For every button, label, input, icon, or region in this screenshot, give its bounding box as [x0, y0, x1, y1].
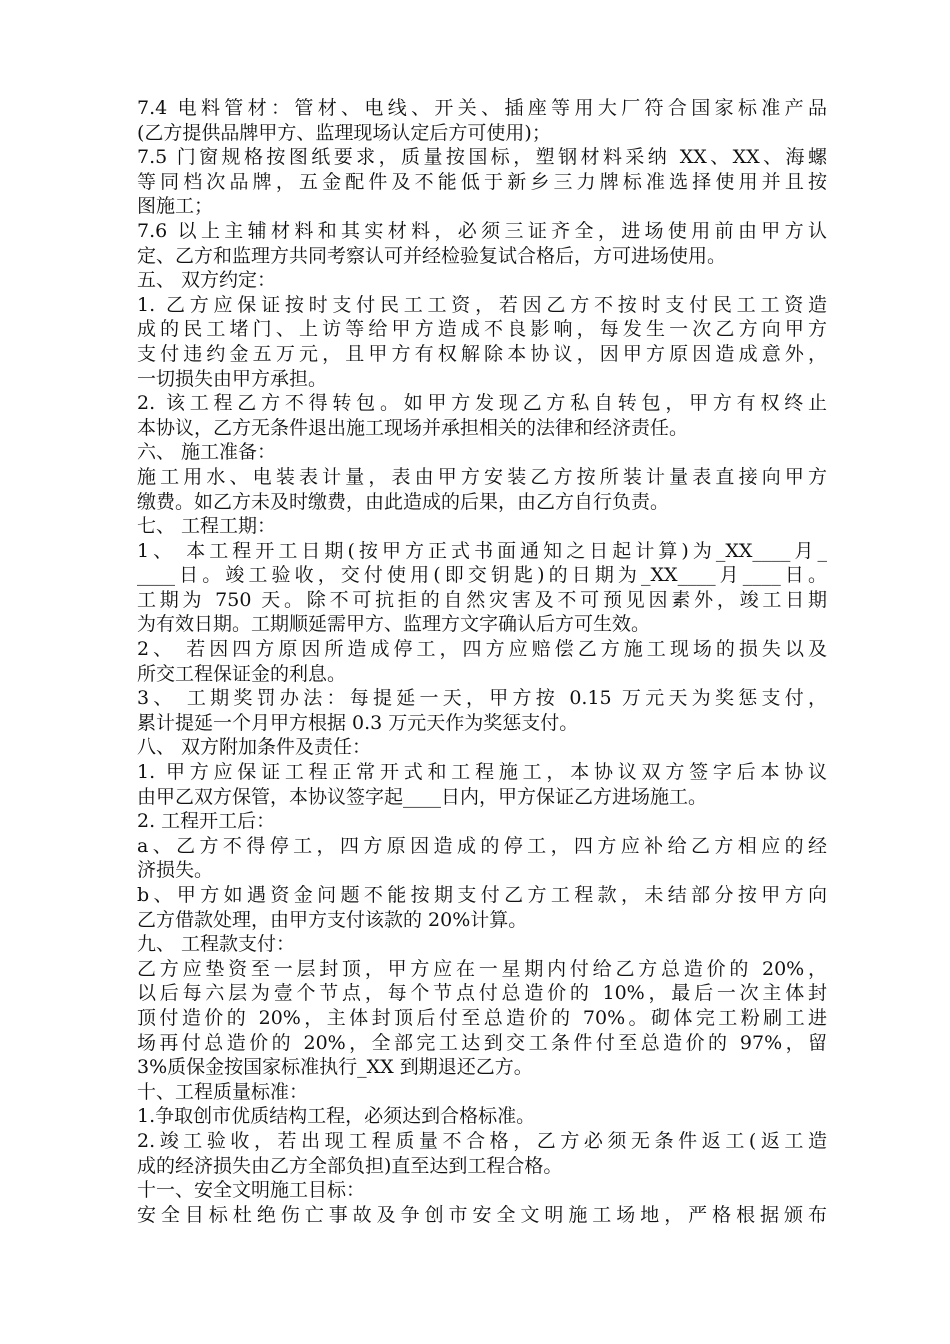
text-line: 安全目标杜绝伤亡事故及争创市安全文明施工场地，严格根据颁布 [137, 1203, 827, 1226]
text-line: 工期为 750 天。除不可抗拒的自然灾害及不可预见因素外，竣工日期 [137, 588, 827, 611]
text-line: 一切损失由甲方承担。 [137, 367, 328, 390]
text-line: b、甲方如遇资金问题不能按期支付乙方工程款，未结部分按甲方向 [137, 884, 827, 906]
text-line: 定、乙方和监理方共同考察认可并经检验复试合格后，方可进场使用。 [137, 244, 727, 267]
text-line: 7.6 以上主辅材料和其实材料，必须三证齐全，进场使用前由甲方认 [137, 219, 827, 242]
text-line: 六、 施工准备： [137, 441, 277, 464]
text-line: 成的经济损失由乙方全部负担)直至达到工程合格。 [137, 1154, 563, 1177]
text-line: 2、 若因四方原因所造成停工，四方应赔偿乙方施工现场的损失以及 [137, 638, 827, 661]
text-line: 乙方借款处理，由甲方支付该款的 20%计算。 [137, 908, 528, 931]
text-line: 3%质保金按国家标准执行_XX 到期退还乙方。 [137, 1056, 533, 1079]
text-line: 成的民工堵门、上访等给甲方造成不良影响，每发生一次乙方向甲方 [137, 318, 827, 341]
text-line: 所交工程保证金的利息。 [137, 662, 347, 685]
text-line: 本协议，乙方无条件退出施工现场并承担相关的法律和经济责任。 [137, 416, 689, 439]
text-line: 7.5 门窗规格按图纸要求，质量按国标，塑钢材料采纳 XX、XX、海螺 [137, 146, 827, 169]
text-line: 施工用水、电装表计量，表由甲方安装乙方按所装计量表直接向甲方 [137, 465, 827, 488]
text-line: 乙方应垫资至一层封顶，甲方应在一星期内付给乙方总造价的 20%， [137, 957, 827, 980]
text-line: 1、 本工程开工日期(按甲方正式书面通知之日起计算)为_XX____月_ [137, 539, 827, 562]
text-line: (乙方提供品牌甲方、监理现场认定后方可使用)； [137, 121, 551, 144]
text-line: 为有效日期。工期顺延需甲方、监理方文字确认后方可生效。 [137, 613, 651, 636]
text-line: 由甲乙双方保管，本协议签字起____日内，甲方保证乙方进场施工。 [137, 785, 708, 808]
text-line: 支付违约金五万元，且甲方有权解除本协议，因甲方原因造成意外， [137, 342, 827, 365]
text-line: 等同档次品牌，五金配件及不能低于新乡三力牌标准选择使用并且按 [137, 170, 827, 193]
text-line: 7.4 电料管材：管材、电线、开关、插座等用大厂符合国家标准产品 [137, 97, 827, 119]
text-line: a、乙方不得停工，四方原因造成的停工，四方应补给乙方相应的经 [137, 834, 827, 857]
text-line: 累计提延一个月甲方根据 0.3 万元天作为奖惩支付。 [137, 711, 579, 734]
text-line: 九、 工程款支付： [137, 933, 296, 956]
text-line: 五、 双方约定： [137, 269, 277, 292]
text-line: 2. 该工程乙方不得转包。如甲方发现乙方私自转包，甲方有权终止 [137, 392, 827, 415]
text-line: ____日。竣工验收，交付使用(即交钥匙)的日期为_XX____月____日。 [137, 564, 827, 587]
text-line: 图施工； [137, 195, 214, 218]
text-line: 缴费。如乙方未及时缴费，由此造成的后果，由乙方自行负责。 [137, 490, 670, 513]
text-line: 顶付造价的 20%，主体封顶后付至总造价的 70%。砌体完工粉刷工进 [137, 1006, 827, 1029]
text-line: 3、 工期奖罚办法：每提延一天，甲方按 0.15 万元天为奖惩支付， [137, 687, 827, 710]
text-line: 1.争取创市优质结构工程，必须达到合格标准。 [137, 1105, 536, 1128]
text-line: 以后每六层为壹个节点，每个节点付总造价的 10%，最后一次主体封 [137, 982, 827, 1005]
text-line: 场再付总造价的 20%，全部完工达到交工条件付至总造价的 97%，留 [137, 1031, 827, 1054]
document-page [137, 96, 827, 1227]
text-line: 2. 工程开工后： [137, 810, 276, 833]
text-line: 济损失。 [137, 859, 214, 882]
text-line: 1. 乙方应保证按时支付民工工资，若因乙方不按时支付民工工资造 [137, 293, 827, 316]
text-line: 七、 工程工期： [137, 515, 277, 538]
text-line: 十一、安全文明施工目标： [137, 1179, 366, 1202]
text-line: 八、 双方附加条件及责任： [137, 736, 372, 759]
text-line: 1. 甲方应保证工程正常开式和工程施工，本协议双方签字后本协议 [137, 761, 827, 784]
text-line: 十、工程质量标准： [137, 1080, 309, 1103]
text-line: 2.竣工验收，若出现工程质量不合格，乙方必须无条件返工(返工造 [137, 1129, 827, 1152]
